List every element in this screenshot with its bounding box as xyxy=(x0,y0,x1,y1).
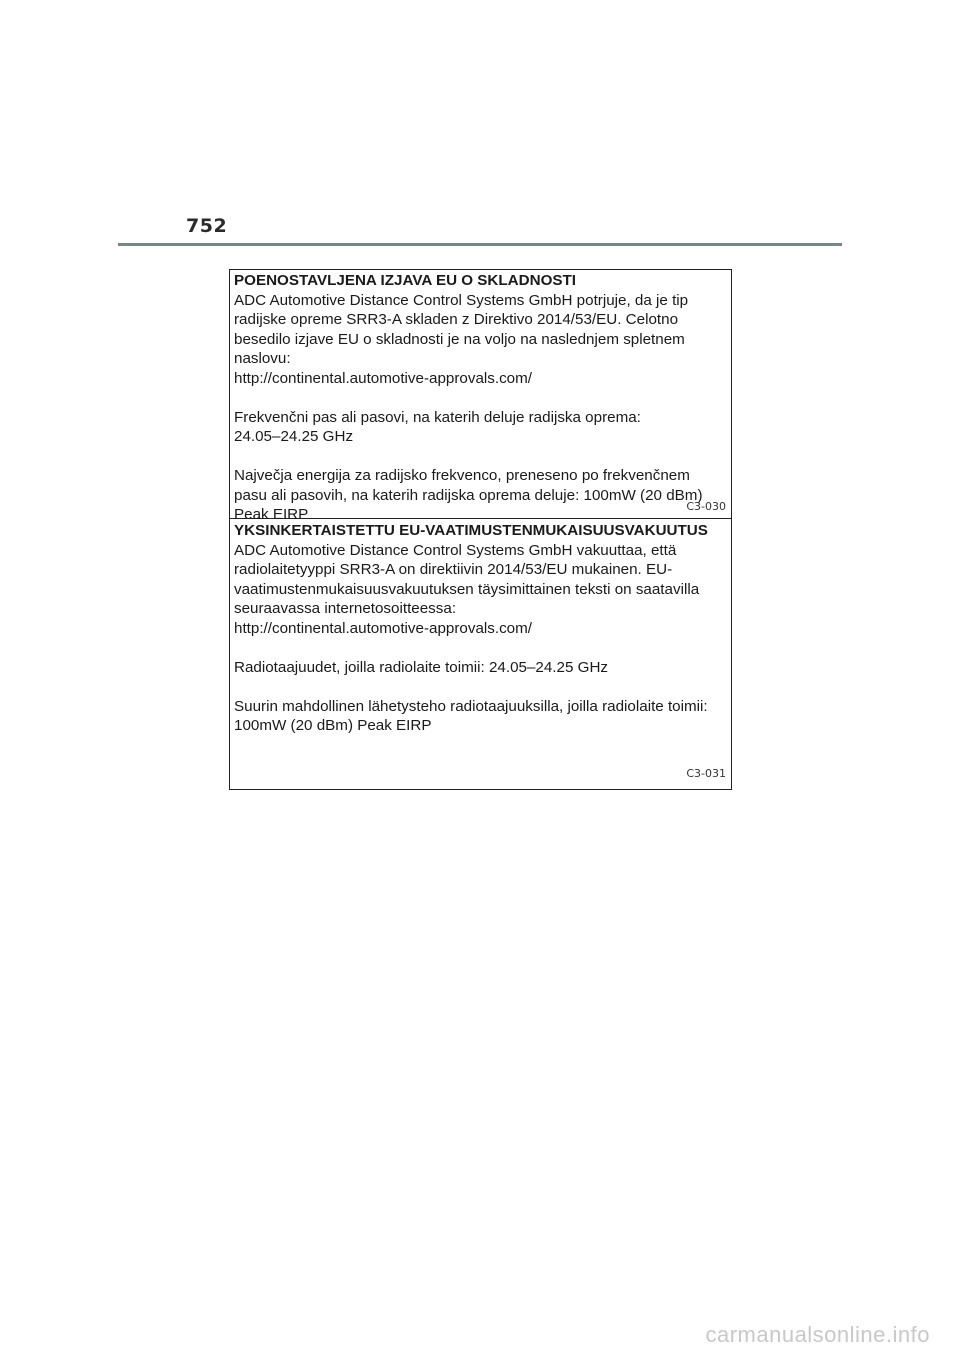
figure-code: C3-030 xyxy=(686,499,726,513)
frequency-band-text: Radiotaajuudet, joilla radiolaite toimii: 24.05–24.25 GHz xyxy=(234,658,609,676)
header-divider xyxy=(118,243,842,246)
site-watermark: carmanualsonline.info xyxy=(705,1322,930,1347)
declaration-title: YKSINKERTAISTETTU EU-VAATIMUSTENMUKAISUUSVAKUUTUS xyxy=(234,522,708,539)
declaration-box xyxy=(229,269,732,790)
declaration-finnish xyxy=(230,519,731,789)
max-power-text: Suurin mahdollinen lähetysteho radiotaajuuksilla, joilla radiolaite toimii: 100mW (20 dBm) Peak EIRP xyxy=(234,697,708,734)
max-power-text: Največja energija za radijsko frekvenco, preneseno po frekvenčnem pasu ali pasovih, na katerih radijska oprema deluje: 100mW (20 dBm) Peak EIRP xyxy=(234,467,703,523)
page-number: 752 xyxy=(186,215,228,237)
declaration-intro: ADC Automotive Distance Control Systems GmbH vakuuttaa, että radiolaitetyyppi SRR3-A on direktiivin 2014/53/EU mukainen. EU- vaatimustenmukaisuusvakuutuksen täysimittainen teksti on saatavilla seuraavassa internetosoitteessa: http://continental.automotive-approvals.com/ xyxy=(234,541,700,637)
frequency-band-text: Frekvenčni pas ali pasovi, na katerih deluje radijska oprema: 24.05–24.25 GHz xyxy=(234,408,641,445)
declaration-slovenian xyxy=(230,270,731,523)
figure-code: C3-031 xyxy=(686,766,726,780)
declaration-title: POENOSTAVLJENA IZJAVA EU O SKLADNOSTI xyxy=(234,272,577,289)
declaration-intro: ADC Automotive Distance Control Systems GmbH potrjuje, da je tip radijske opreme SRR3-A skladen z Direktivo 2014/53/EU. Celotno besedilo izjave EU o skladnosti je na voljo na naslednjem spletnem naslovu: http://continental.automotive-approvals.com/ xyxy=(234,291,689,387)
